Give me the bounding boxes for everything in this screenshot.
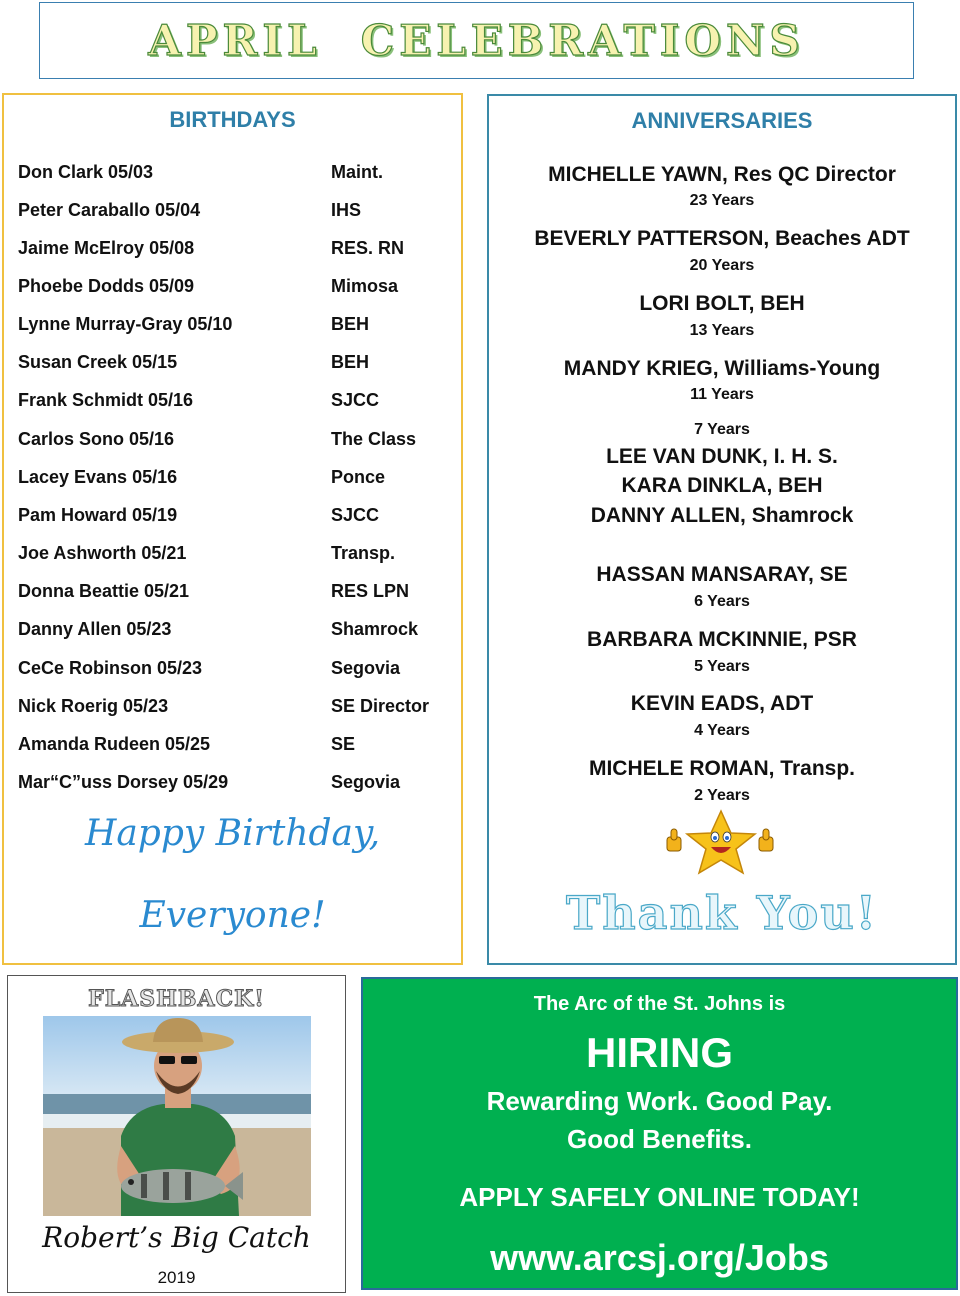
birthday-name: Carlos Sono 05/16 (18, 429, 175, 449)
anniversary-name: HASSAN MANSARAY, SE (596, 563, 848, 586)
birthday-dept: RES. RN (331, 238, 405, 258)
birthday-dept: SE (331, 734, 356, 754)
everyone-text: Everyone! (139, 895, 326, 936)
anniversary-years: 4 Years (694, 722, 750, 739)
birthday-row (18, 734, 458, 758)
birthday-dept: Shamrock (331, 619, 419, 639)
hiring-headline: HIRING (586, 1029, 733, 1076)
birthday-row (18, 314, 458, 338)
anniversary-years: 6 Years (694, 593, 750, 610)
birthday-dept: BEH (331, 352, 370, 372)
birthday-row (18, 238, 458, 262)
anniversary-years: 7 Years (694, 421, 750, 438)
anniversary-name: MICHELE ROMAN, Transp. (588, 757, 856, 780)
flashback-caption: Robert’s Big Catch (42, 1221, 311, 1254)
birthdays-heading: BIRTHDAYS (169, 107, 296, 132)
birthday-row (18, 200, 458, 224)
anniversary-name: BARBARA MCKINNIE, PSR (587, 628, 857, 651)
hiring-banner (361, 977, 958, 1290)
birthday-dept: Maint. (331, 162, 383, 182)
anniversary-years: 2 Years (694, 787, 750, 804)
birthday-name: Phoebe Dodds 05/09 (18, 276, 195, 296)
birthdays-panel (2, 93, 463, 965)
birthday-row (18, 772, 458, 796)
anniversary-name: BEVERLY PATTERSON, Beaches ADT (534, 227, 910, 250)
birthday-name: Lacey Evans 05/16 (18, 467, 178, 487)
birthday-name: Joe Ashworth 05/21 (18, 543, 187, 563)
birthday-row (18, 352, 458, 376)
birthday-dept: SE Director (331, 696, 430, 716)
birthday-name: Don Clark 05/03 (18, 162, 154, 182)
anniversaries-panel (487, 94, 957, 965)
birthday-row (18, 467, 458, 491)
thank-you-text: Thank You! (566, 886, 878, 940)
birthday-row (18, 390, 458, 414)
birthday-name: Amanda Rudeen 05/25 (18, 734, 211, 754)
birthday-dept: SJCC (331, 390, 380, 410)
birthday-row (18, 658, 458, 682)
birthday-row (18, 696, 458, 720)
birthday-name: Susan Creek 05/15 (18, 352, 178, 372)
hiring-url-link[interactable]: www.arcsj.org/Jobs (490, 1237, 829, 1278)
birthday-name: Peter Caraballo 05/04 (18, 200, 201, 220)
birthday-name: Donna Beattie 05/21 (18, 581, 190, 601)
title-banner (39, 2, 914, 79)
hiring-intro: The Arc of the St. Johns is (533, 993, 786, 1015)
birthday-row (18, 619, 458, 643)
anniversary-years: 23 Years (689, 192, 755, 209)
birthday-name: Pam Howard 05/19 (18, 505, 178, 525)
birthday-row (18, 162, 458, 186)
anniversary-name: KARA DINKLA, BEH (621, 474, 823, 497)
birthday-dept: Ponce (331, 467, 386, 487)
page-title: APRIL CELEBRATIONS (148, 16, 805, 65)
hiring-benefits: Good Benefits. (567, 1124, 752, 1154)
birthday-dept: SJCC (331, 505, 380, 525)
birthday-row (18, 429, 458, 453)
birthday-name: Frank Schmidt 05/16 (18, 390, 194, 410)
birthday-dept: The Class (331, 429, 417, 449)
birthday-name: Nick Roerig 05/23 (18, 696, 169, 716)
star-thumbs-up-icon (661, 809, 781, 879)
hiring-apply: APPLY SAFELY ONLINE TODAY! (459, 1182, 860, 1212)
birthday-dept: Mimosa (331, 276, 399, 296)
flashback-photo (43, 1016, 311, 1216)
birthday-dept: IHS (331, 200, 362, 220)
birthday-dept: Transp. (331, 543, 396, 563)
flashback-title: FLASHBACK! (88, 986, 265, 1012)
birthday-row (18, 276, 458, 300)
anniversary-years: 5 Years (694, 658, 750, 675)
happy-birthday-text: Happy Birthday, (84, 813, 381, 854)
birthday-name: Jaime McElroy 05/08 (18, 238, 195, 258)
anniversary-name: LEE VAN DUNK, I. H. S. (606, 445, 838, 468)
anniversary-name: LORI BOLT, BEH (639, 292, 805, 315)
birthday-name: Danny Allen 05/23 (18, 619, 172, 639)
anniversary-name: MICHELLE YAWN, Res QC Director (548, 163, 896, 186)
birthday-name: Mar“C”uss Dorsey 05/29 (18, 772, 229, 792)
flashback-year: 2019 (157, 1268, 196, 1287)
anniversaries-heading: ANNIVERSARIES (631, 108, 813, 133)
birthday-dept: Segovia (331, 772, 401, 792)
birthday-row (18, 581, 458, 605)
anniversary-name: MANDY KRIEG, Williams-Young (563, 357, 881, 380)
birthday-row (18, 543, 458, 567)
birthday-row (18, 505, 458, 529)
birthday-dept: Segovia (331, 658, 401, 678)
birthday-dept: RES LPN (331, 581, 410, 601)
anniversary-name: KEVIN EADS, ADT (630, 692, 814, 715)
fishing-photo-image (43, 1016, 311, 1216)
anniversary-years: 20 Years (689, 257, 755, 274)
flashback-panel (7, 975, 346, 1293)
birthday-name: CeCe Robinson 05/23 (18, 658, 203, 678)
anniversary-years: 11 Years (690, 386, 754, 403)
birthday-dept: BEH (331, 314, 370, 334)
birthday-name: Lynne Murray-Gray 05/10 (18, 314, 233, 334)
anniversary-name: DANNY ALLEN, Shamrock (590, 504, 854, 527)
hiring-tagline: Rewarding Work. Good Pay. (486, 1086, 833, 1116)
anniversary-years: 13 Years (689, 322, 755, 339)
